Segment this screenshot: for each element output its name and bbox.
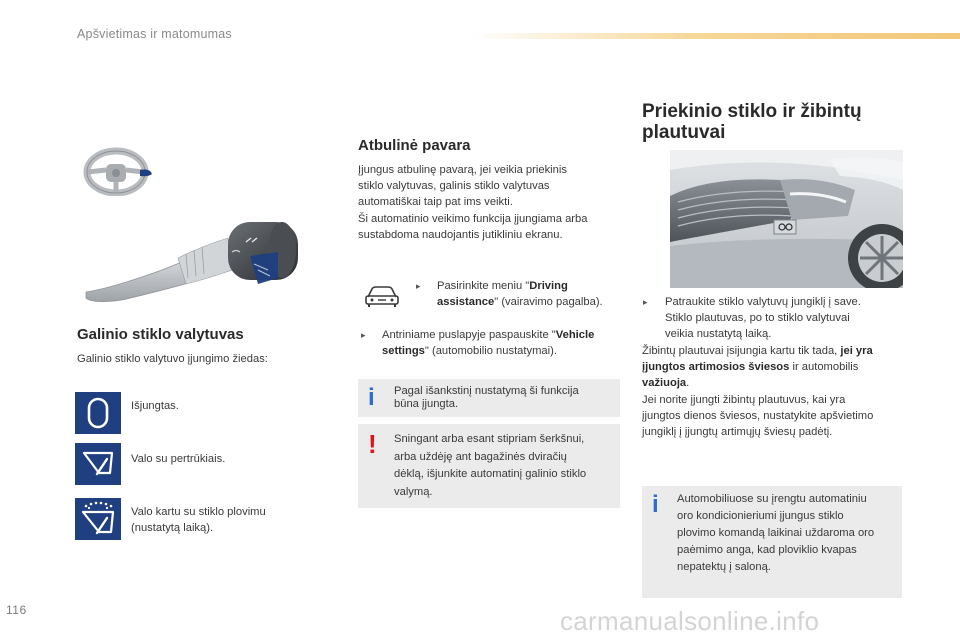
info-note-air-conditioning: i Automobiliuose su įrengtu automatiniu oro kondicionieriumi įjungus stiklo plovimo komandą laikinai uždaroma oro paėmimo anga, kad ploviklio kvapas nepatektų į saloną. bbox=[642, 486, 902, 598]
rear-wiper-heading: Galinio stiklo valytuvas bbox=[77, 326, 244, 343]
wiper-intermittent-icon bbox=[75, 443, 121, 485]
reverse-gear-heading: Atbulinė pavara bbox=[358, 137, 471, 154]
mode-intermittent-label: Valo su pertrūkiais. bbox=[131, 453, 226, 465]
rear-wiper-intro: Galinio stiklo valytuvo įjungimo žiedas: bbox=[77, 353, 268, 365]
steering-wheel-illustration bbox=[78, 146, 156, 196]
header-accent-bar bbox=[470, 33, 960, 39]
page-number: 116 bbox=[6, 603, 27, 617]
mode-off-label: Išjungtas. bbox=[131, 400, 179, 412]
wiper-washer-icon bbox=[75, 498, 121, 540]
car-front-photo bbox=[670, 150, 903, 288]
car-settings-icon bbox=[364, 283, 400, 309]
washer-heading: Priekinio stiklo ir žibintų plautuvai bbox=[642, 101, 862, 143]
step-pull-lever: ▸ Patraukite stiklo valytuvų jungiklį į save. Stiklo plautuvas, po to stiklo valytuvai veikia nustatytą laiką. bbox=[643, 296, 861, 341]
wiper-off-icon bbox=[75, 392, 121, 434]
mode-wash-label: Valo kartu su stiklo plovimu (nustatytą laiką). bbox=[131, 506, 266, 535]
section-title: Apšvietimas ir matomumas bbox=[77, 27, 232, 41]
info-icon: i bbox=[652, 491, 659, 518]
step-vehicle-settings: ▸ Antriniame puslapyje paspauskite "Vehicle settings" (automobilio nustatymai). bbox=[361, 329, 595, 358]
info-note-default: i Pagal išankstinį nustatymą ši funkcija būna įjungta. bbox=[358, 379, 620, 417]
warning-icon: ! bbox=[368, 429, 377, 459]
warning-note: ! Sningant arba esant stipriam šerkšnui, arba uždėję ant bagažinės dviračių dėklą, išjunkite automatinį galinio stiklo valymą. bbox=[358, 424, 620, 508]
info-icon: i bbox=[368, 384, 375, 411]
step-driving-assistance: ▸ Pasirinkite meniu "Driving assistance" (vairavimo pagalba). bbox=[416, 280, 603, 309]
headlamp-washer-paragraph: Žibintų plautuvai įsijungia kartu tik tada, jei yra įjungtos artimosios šviesos ir automobilis važiuoja. Jei norite įjungti žibintų plautuvus, kai yra įjungtos dienos šviesos, nustatykite apšvietimo jungiklį į įjungtų artimųjų šviesų padėtį. bbox=[642, 345, 874, 439]
watermark: carmanualsonline.info bbox=[560, 606, 820, 636]
wiper-stalk-illustration bbox=[82, 212, 304, 304]
reverse-gear-paragraph: Įjungus atbulinę pavarą, jei veikia priekinis stiklo valytuvas, galinis stiklo valytuvas automatiškai taip pat ims veikti. Ši automatinio veikimo funkcija įjungiama arba sustabdoma naudojantis jutikliniu ekranu. bbox=[358, 164, 588, 241]
